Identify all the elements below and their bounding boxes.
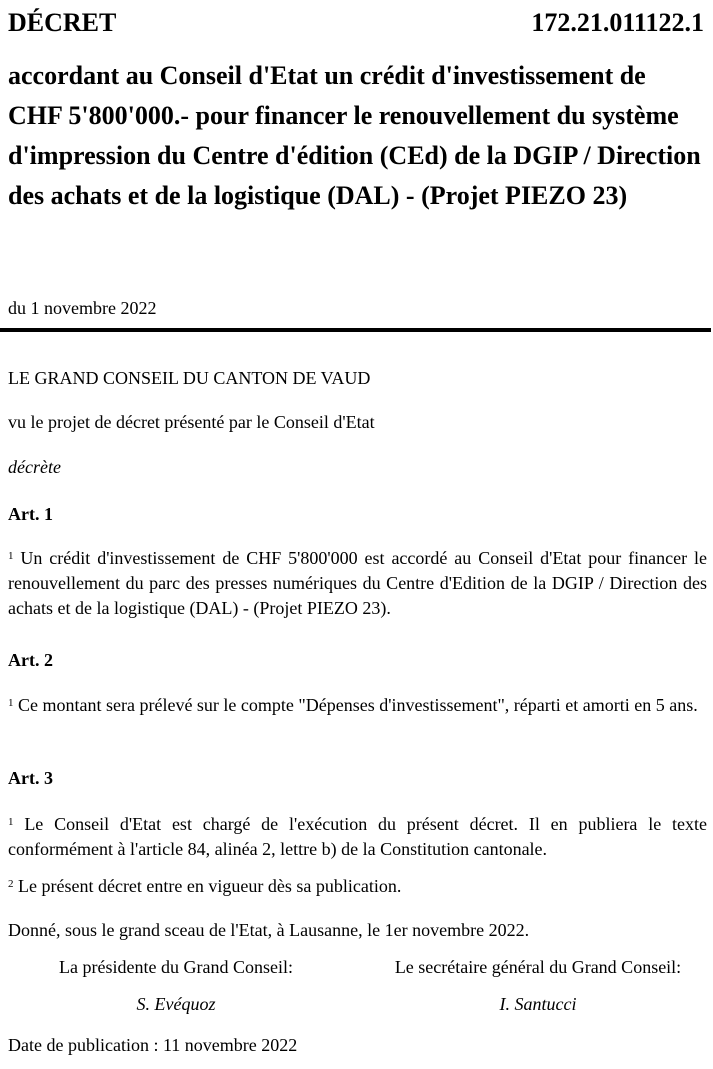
paragraph-text: Un crédit d'investissement de CHF 5'800'000 est accordé au Conseil d'Etat pour financer le renouvellement du parc des presses numériques du Centre d'Edition de la DGIP / Direction des achats et de la logistique (DAL) - (Projet PIEZO 23). [8,548,707,618]
article-1-paragraph-1 [8,546,707,621]
decree-date: du 1 novembre 2022 [8,298,157,318]
paragraph-number: 1 [8,550,14,562]
paragraph-number: 1 [8,816,14,828]
decree-number: 172.21.011122.1 [531,8,704,37]
decree-title: accordant au Conseil d'Etat un crédit d'investissement de CHF 5'800'000.- pour financer le renouvellement du système d'impression du Centre d'édition (CEd) de la DGIP / Direction des achats et de la logistique (DAL) - (Projet PIEZO 23) [8,61,701,210]
article-1-heading: Art. 1 [8,504,53,524]
decree-word: décrète [8,457,61,477]
publication-date: Date de publication : 11 novembre 2022 [8,1035,298,1055]
article-3-heading: Art. 3 [8,768,53,788]
given-statement: Donné, sous le grand sceau de l'Etat, à Lausanne, le 1er novembre 2022. [8,920,530,940]
secretary-title: Le secrétaire général du Grand Conseil: [394,957,682,977]
paragraph-number: 2 [8,878,14,890]
president-title: La présidente du Grand Conseil: [59,957,293,977]
article-3-paragraph-1 [8,812,707,862]
paragraph-text: Le Conseil d'Etat est chargé de l'exécution du présent décret. Il en publiera le texte conformément à l'article 84, alinéa 2, lettre b) de la Constitution cantonale. [8,814,708,859]
article-2-paragraph-1 [8,693,707,718]
header-divider [0,328,711,332]
decree-type: DÉCRET [8,8,117,37]
paragraph-text: Le présent décret entre en vigueur dès sa publication. [18,876,402,896]
article-2-heading: Art. 2 [8,650,53,670]
document-header [8,6,704,40]
secretary-name: I. Santucci [499,994,577,1014]
paragraph-text: Ce montant sera prélevé sur le compte "Dépenses d'investissement", réparti et amorti en 5 ans. [18,695,698,715]
preamble: vu le projet de décret présenté par le Conseil d'Etat [8,412,375,432]
president-name: S. Evéquoz [136,994,216,1014]
article-3-paragraph-2 [8,874,707,899]
paragraph-number: 1 [8,697,14,709]
authority-line: LE GRAND CONSEIL DU CANTON DE VAUD [8,368,371,388]
